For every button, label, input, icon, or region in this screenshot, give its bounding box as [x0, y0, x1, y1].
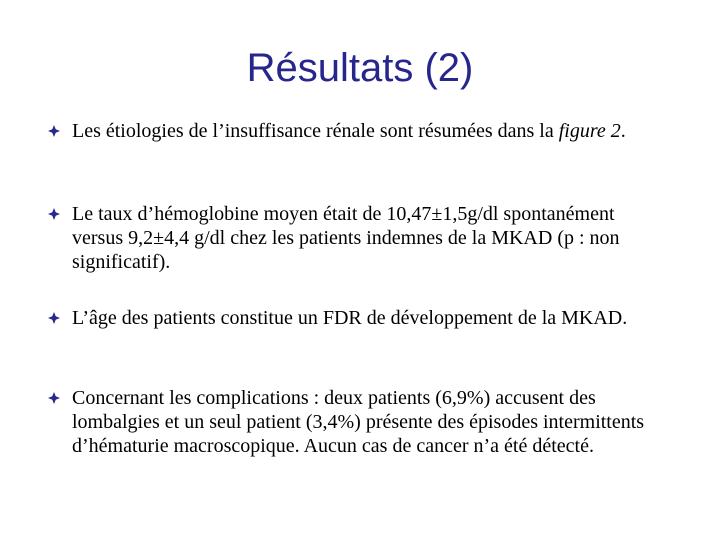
diamond-bullet-icon [47, 311, 61, 325]
diamond-bullet-icon [47, 207, 61, 221]
diamond-bullet-icon [47, 124, 61, 138]
bullet-item [47, 202, 687, 274]
bullet-item [47, 386, 687, 458]
bullet-item [47, 119, 687, 143]
bullet-text: Concernant les complications : deux patients (6,9%) accusent des lombalgies et un seul patient (3,4%) présente des épisodes intermittents d’hématurie macroscopique. Aucun cas de cancer n’a été détecté. [72, 387, 645, 457]
figure-reference: figure 2 [558, 120, 621, 142]
bullet-text [72, 119, 687, 143]
diamond-bullet-icon [47, 391, 61, 405]
bullet-text: Le taux d’hémoglobine moyen était de 10,47±1,5g/dl spontanément versus 9,2±4,4 g/dl chez les patients indemnes de la MKAD (p : non significatif). [72, 203, 620, 273]
bullet-text: L’âge des patients constitue un FDR de développement de la MKAD. [72, 307, 628, 329]
bullet-item [47, 306, 687, 330]
bullet-text-plain: Les étiologies de l’insuffisance rénale sont résumées dans la [72, 120, 559, 142]
bullet-text-end: . [620, 120, 626, 142]
slide-title: Résultats (2) [246, 46, 474, 90]
